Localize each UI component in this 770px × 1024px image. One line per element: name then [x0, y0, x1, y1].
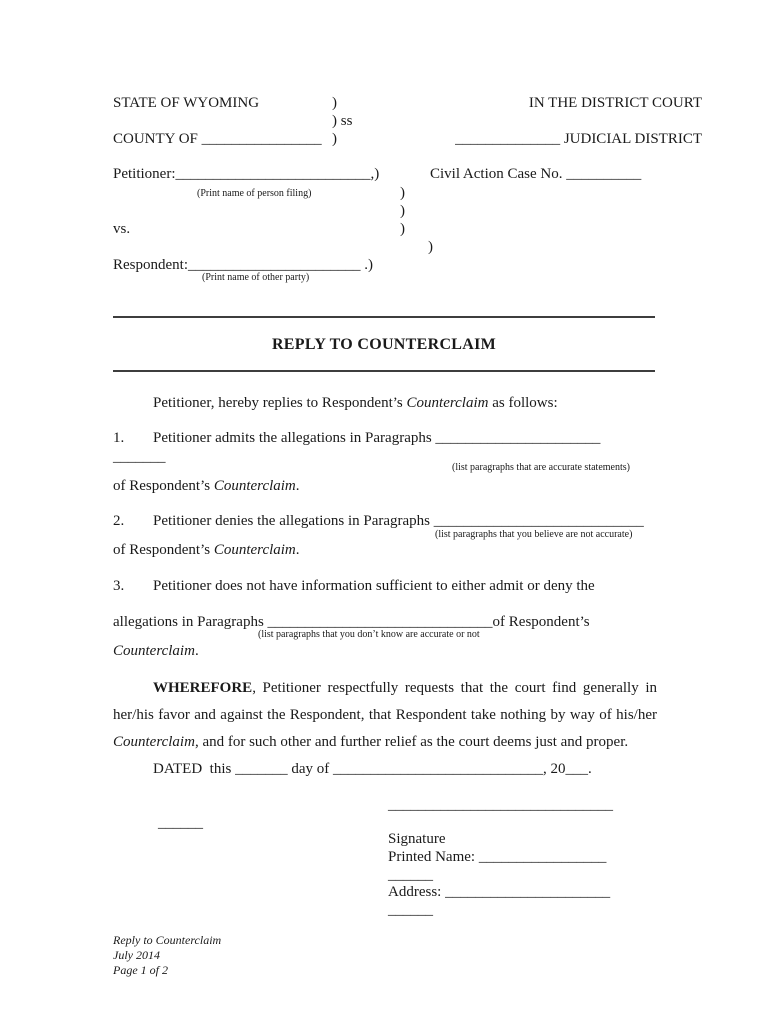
wherefore-line2: her/his favor and against the Respondent, that Respondent take nothing by way of his/her: [113, 707, 657, 723]
item2-number: 2.: [113, 513, 125, 529]
caption-paren-2: ): [332, 131, 337, 147]
item2-caption: (list paragraphs that you believe are not accurate): [435, 529, 633, 540]
page-title: REPLY TO COUNTERCLAIM: [271, 336, 497, 353]
caption-spacer-right: [422, 112, 702, 130]
footer-page-number: Page 1 of 2: [113, 963, 168, 977]
item1-line1: [113, 429, 600, 447]
caption-paren-5: ): [400, 221, 405, 237]
item3-number: 3.: [113, 578, 125, 594]
left-orphan-blank: ______: [158, 815, 203, 831]
caption-paren-6: ): [428, 239, 433, 255]
item3-paragraphs-blank: allegations in Paragraphs ______________________________of Respondent’s: [113, 614, 590, 630]
footer-doc-title: Reply to Counterclaim: [113, 933, 222, 947]
caption-county-blank: COUNTY OF ________________: [113, 131, 322, 147]
item1-blank-continuation: _______: [113, 449, 166, 465]
footer-date: July 2014: [113, 948, 160, 962]
wherefore-line1: WHEREFORE, Petitioner respectfully requests that the court find generally in: [153, 680, 657, 696]
vs-label: vs.: [113, 221, 131, 237]
caption-paren-3: ): [400, 185, 405, 201]
caption-state: STATE OF WYOMING: [113, 95, 260, 111]
civil-action-case-no-blank: Civil Action Case No. __________: [430, 166, 642, 182]
intro-paragraph: Petitioner, hereby replies to Respondent’s Counterclaim as follows:: [153, 395, 558, 411]
item3-caption: (list paragraphs that you don’t know are accurate or not: [258, 629, 480, 640]
petitioner-name-blank: Petitioner:__________________________,): [113, 166, 380, 182]
item1-caption: (list paragraphs that are accurate statements): [452, 462, 630, 473]
printed-name-orphan-blank: ______: [388, 867, 433, 883]
item2-line2: of Respondent’s Counterclaim.: [113, 542, 300, 558]
petitioner-hint: (Print name of person filing): [197, 188, 312, 199]
signature-label: Signature: [388, 831, 446, 847]
address-orphan-blank: ______: [388, 902, 433, 918]
respondent-name-blank: Respondent:_______________________ .): [113, 257, 373, 273]
caption-paren-4: ): [400, 203, 405, 219]
item3-line1: 3. Petitioner does not have information sufficient to either admit or deny the: [113, 578, 595, 594]
caption-paren-1: ): [332, 95, 337, 111]
item3-line3: Counterclaim.: [113, 643, 199, 659]
caption-court: IN THE DISTRICT COURT: [528, 95, 702, 111]
item2-denies-paragraphs-blank: Petitioner denies the allegations in Paragraphs ____________________________: [153, 513, 644, 529]
respondent-hint: (Print name of other party): [202, 272, 310, 283]
signature-line-blank: ______________________________: [388, 797, 613, 813]
item1-number: 1.: [113, 430, 125, 446]
divider-top: [113, 316, 655, 318]
item2-line1: [113, 512, 644, 530]
item1-admits-paragraphs-blank: Petitioner admits the allegations in Paragraphs ______________________: [153, 430, 601, 446]
item1-line3: of Respondent’s Counterclaim.: [113, 478, 300, 494]
wherefore-line3: Counterclaim, and for such other and further relief as the court deems just and proper.: [113, 734, 629, 750]
divider-bottom: [113, 370, 655, 372]
dated-line-blank: DATED this _______ day of ____________________________, 20___.: [153, 761, 592, 777]
printed-name-blank: Printed Name: _________________: [388, 849, 607, 865]
court-caption-block: [113, 94, 702, 148]
address-blank: Address: ______________________: [388, 884, 611, 900]
caption-judicial-district-blank: ______________ JUDICIAL DISTRICT: [455, 131, 702, 147]
caption-spacer-left: [113, 112, 332, 130]
caption-paren-ss: ) ss: [332, 113, 353, 129]
